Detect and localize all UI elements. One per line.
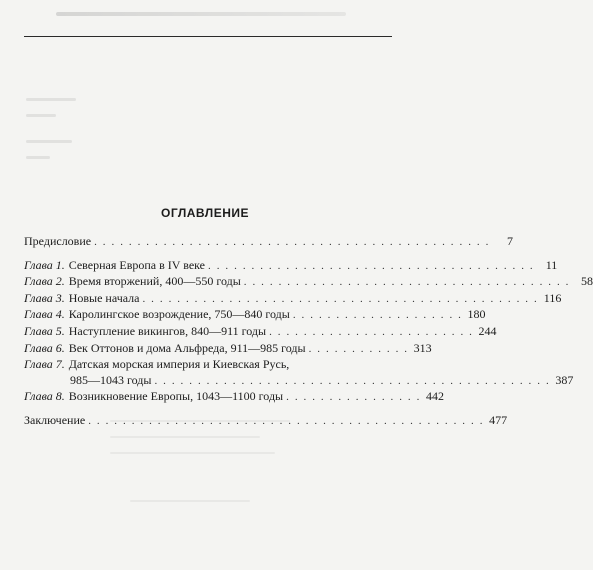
leader-dots: . . . . . . . . . . . . . . . . . . . . . . . . . . . . . . . . . . . . . . xyxy=(208,259,535,272)
toc-page-number: 244 xyxy=(478,323,497,338)
toc-entry-chapter[interactable] xyxy=(24,257,558,275)
chapter-label: Глава 1. xyxy=(24,257,65,272)
toc-entry-chapter[interactable] xyxy=(24,340,432,358)
toc-entry-text: 985—1043 годы xyxy=(70,372,152,387)
leader-dots: . . . . . . . . . . . . . . . . . . . . . . . . . . . . . . . . . . . . . . . . . . . . . . xyxy=(142,292,539,305)
chapter-label: Глава 6. xyxy=(24,340,65,355)
toc-entry-text: Предисловие xyxy=(24,234,92,248)
toc-entry-text: Северная Европа в IV веке xyxy=(68,257,206,272)
table-of-contents xyxy=(24,234,593,430)
bleed-through-header xyxy=(56,12,346,16)
chapter-label: Глава 8. xyxy=(24,389,65,404)
toc-entry-text: Возникновение Европы, 1043—1100 годы xyxy=(68,389,284,404)
bleed-through-mark xyxy=(130,500,250,502)
leader-dots: . . . . . . . . . . . . . . . . xyxy=(286,391,421,404)
toc-entry-chapter[interactable] xyxy=(24,389,444,406)
bleed-through-mark xyxy=(110,436,260,438)
bleed-through-mark xyxy=(26,114,56,117)
bleed-through-mark xyxy=(26,98,76,101)
bleed-through-mark xyxy=(110,452,275,454)
toc-entry-text: Новые начала xyxy=(68,290,140,305)
toc-page-number: 387 xyxy=(555,372,574,387)
toc-page-number: 7 xyxy=(506,234,513,248)
toc-entry-chapter[interactable] xyxy=(24,357,372,373)
toc-entry-continuation[interactable] xyxy=(24,372,574,390)
toc-entry-text: Век Оттонов и дома Альфреда, 911—985 годы xyxy=(68,340,306,355)
bleed-through-mark xyxy=(26,140,72,143)
chapter-label: Глава 7. xyxy=(24,357,65,372)
chapter-label: Глава 2. xyxy=(24,274,65,289)
bleed-through-mark xyxy=(26,156,50,159)
toc-page-number: 180 xyxy=(467,307,486,322)
toc-page-number: 313 xyxy=(413,340,432,355)
leader-dots: . . . . . . . . . . . . . . . . . . . . . . . . . . . . . . . . . . . . . . . . . . . . . . xyxy=(88,414,485,427)
toc-entry-chapter[interactable] xyxy=(24,274,593,291)
toc-page-number: 11 xyxy=(545,257,558,272)
leader-dots: . . . . . . . . . . . . . . . . . . . . . . . . xyxy=(269,325,474,338)
toc-entry-text: Каролингское возрождение, 750—840 годы xyxy=(68,307,290,322)
top-rule xyxy=(24,36,392,37)
toc-page-number: 442 xyxy=(425,389,444,404)
toc-entry-preface[interactable] xyxy=(24,234,513,251)
leader-dots: . . . . . . . . . . . . . . . . . . . . . . . . . . . . . . . . . . . . . . xyxy=(243,276,571,289)
toc-page-number: 58 xyxy=(581,274,593,289)
toc-entry-text: Датская морская империя и Киевская Русь, xyxy=(68,357,290,372)
leader-dots: . . . . . . . . . . . . xyxy=(308,342,409,355)
chapter-label: Глава 4. xyxy=(24,307,65,322)
chapter-label: Глава 5. xyxy=(24,323,65,338)
chapter-label: Глава 3. xyxy=(24,290,65,305)
toc-entry-chapter[interactable] xyxy=(24,307,486,324)
toc-entry-chapter[interactable] xyxy=(24,290,562,308)
leader-dots: . . . . . . . . . . . . . . . . . . . . xyxy=(292,309,463,322)
toc-title: ОГЛАВЛЕНИЕ xyxy=(160,206,249,220)
leader-dots: . . . . . . . . . . . . . . . . . . . . . . . . . . . . . . . . . . . . . . . . . . . . . . xyxy=(94,236,490,248)
toc-entry-chapter[interactable] xyxy=(24,323,497,341)
toc-entry-text: Наступление викингов, 840—911 годы xyxy=(68,323,267,338)
leader-dots: . . . . . . . . . . . . . . . . . . . . . . . . . . . . . . . . . . . . . . . . . . . . . . xyxy=(154,374,551,387)
toc-page-number: 116 xyxy=(543,290,562,305)
bleed-through-mark xyxy=(110,420,290,422)
toc-page-number: 477 xyxy=(489,412,508,427)
toc-entry-text: Время вторжений, 400—550 годы xyxy=(68,274,241,289)
toc-entry-text: Заключение xyxy=(24,412,86,427)
